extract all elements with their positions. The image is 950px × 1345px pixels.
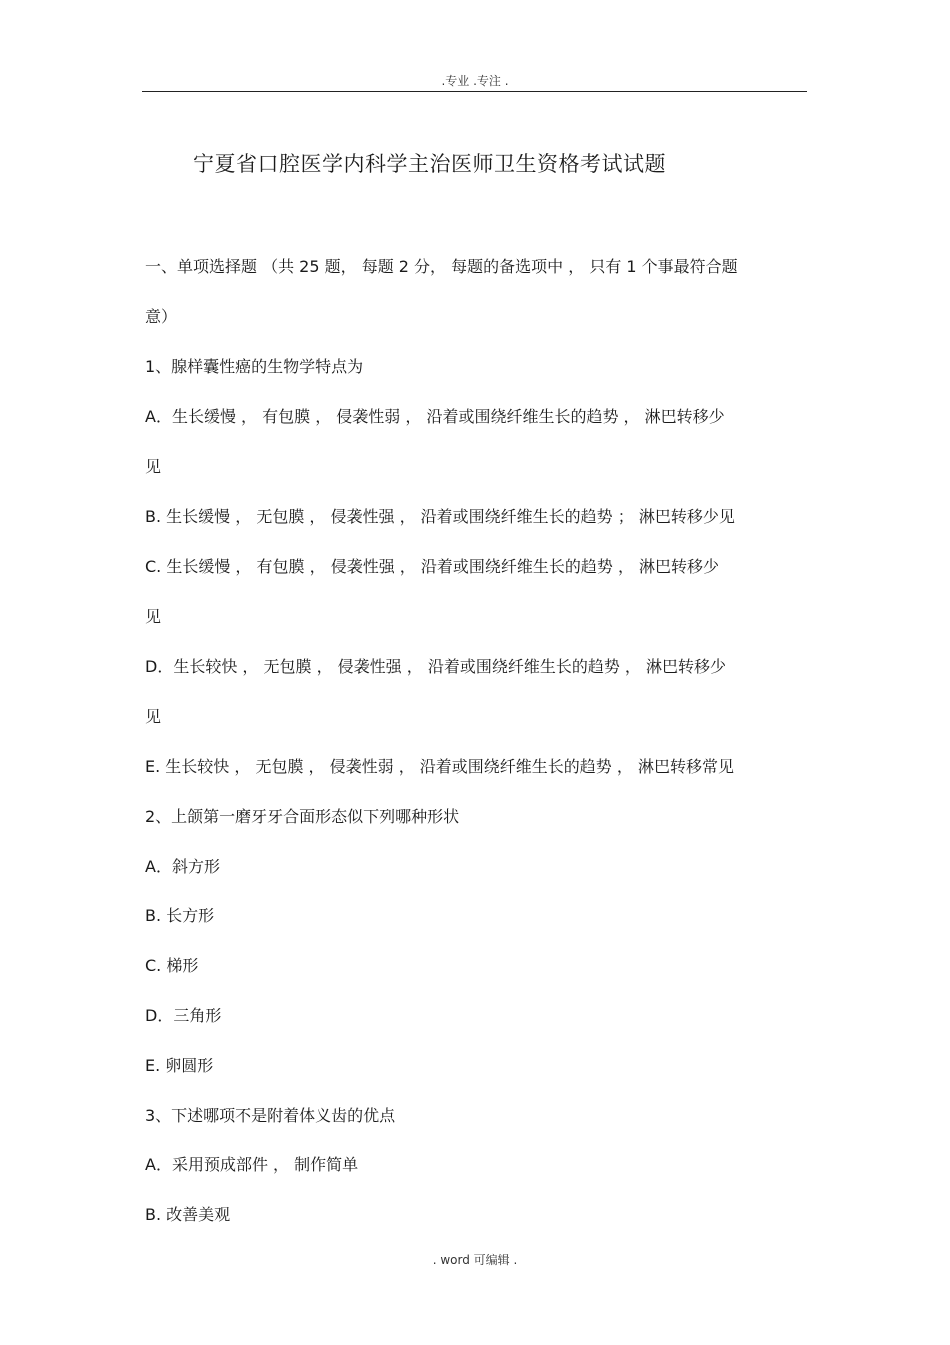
option-b: B. 生长缓慢 ， 无包膜 ， 侵袭性强 ， 沿着或围绕纤维生长的趋势 ； 淋巴转移少见 — [145, 507, 735, 526]
option-a: A．采用预成部件 ， 制作简单 — [145, 1155, 359, 1174]
option-c: C. 梯形 — [145, 956, 199, 975]
option-a: A．斜方形 — [145, 857, 220, 876]
option-d: D．三角形 — [145, 1006, 222, 1025]
option-b: B. 改善美观 — [145, 1205, 231, 1224]
page-header: .专业 .专注 . — [441, 74, 509, 88]
option-d-cont: 见 — [145, 707, 162, 726]
header-divider — [142, 91, 807, 92]
page-footer: . word 可编辑 . — [432, 1253, 518, 1267]
option-e: E. 生长较快 ， 无包膜 ， 侵袭性弱 ， 沿着或围绕纤维生长的趋势 ， 淋巴转移常见 — [145, 757, 734, 776]
section-heading-cont: 意） — [145, 307, 178, 326]
document-title: 宁夏省口腔医学内科学主治医师卫生资格考试试题 — [193, 152, 666, 176]
option-b: B. 长方形 — [145, 906, 215, 925]
option-c: C. 生长缓慢 ， 有包膜 ， 侵袭性强 ， 沿着或围绕纤维生长的趋势 ， 淋巴转移少 — [145, 557, 720, 576]
option-e: E. 卵圆形 — [145, 1056, 214, 1075]
question-stem: 2、上颌第一磨牙牙合面形态似下列哪种形状 — [145, 807, 460, 826]
question-stem: 1、腺样囊性癌的生物学特点为 — [145, 357, 364, 376]
option-a-cont: 见 — [145, 457, 162, 476]
option-d: D．生长较快 ， 无包膜 ， 侵袭性强 ， 沿着或围绕纤维生长的趋势 ， 淋巴转移少 — [145, 657, 727, 676]
option-c-cont: 见 — [145, 607, 162, 626]
question-stem: 3、下述哪项不是附着体义齿的优点 — [145, 1106, 396, 1125]
section-heading: 一、单项选择题 （共 25 题， 每题 2 分， 每题的备选项中 ， 只有 1 个事最符合题 — [145, 257, 738, 276]
option-a: A．生长缓慢 ， 有包膜 ， 侵袭性弱 ， 沿着或围绕纤维生长的趋势 ， 淋巴转移少 — [145, 407, 725, 426]
